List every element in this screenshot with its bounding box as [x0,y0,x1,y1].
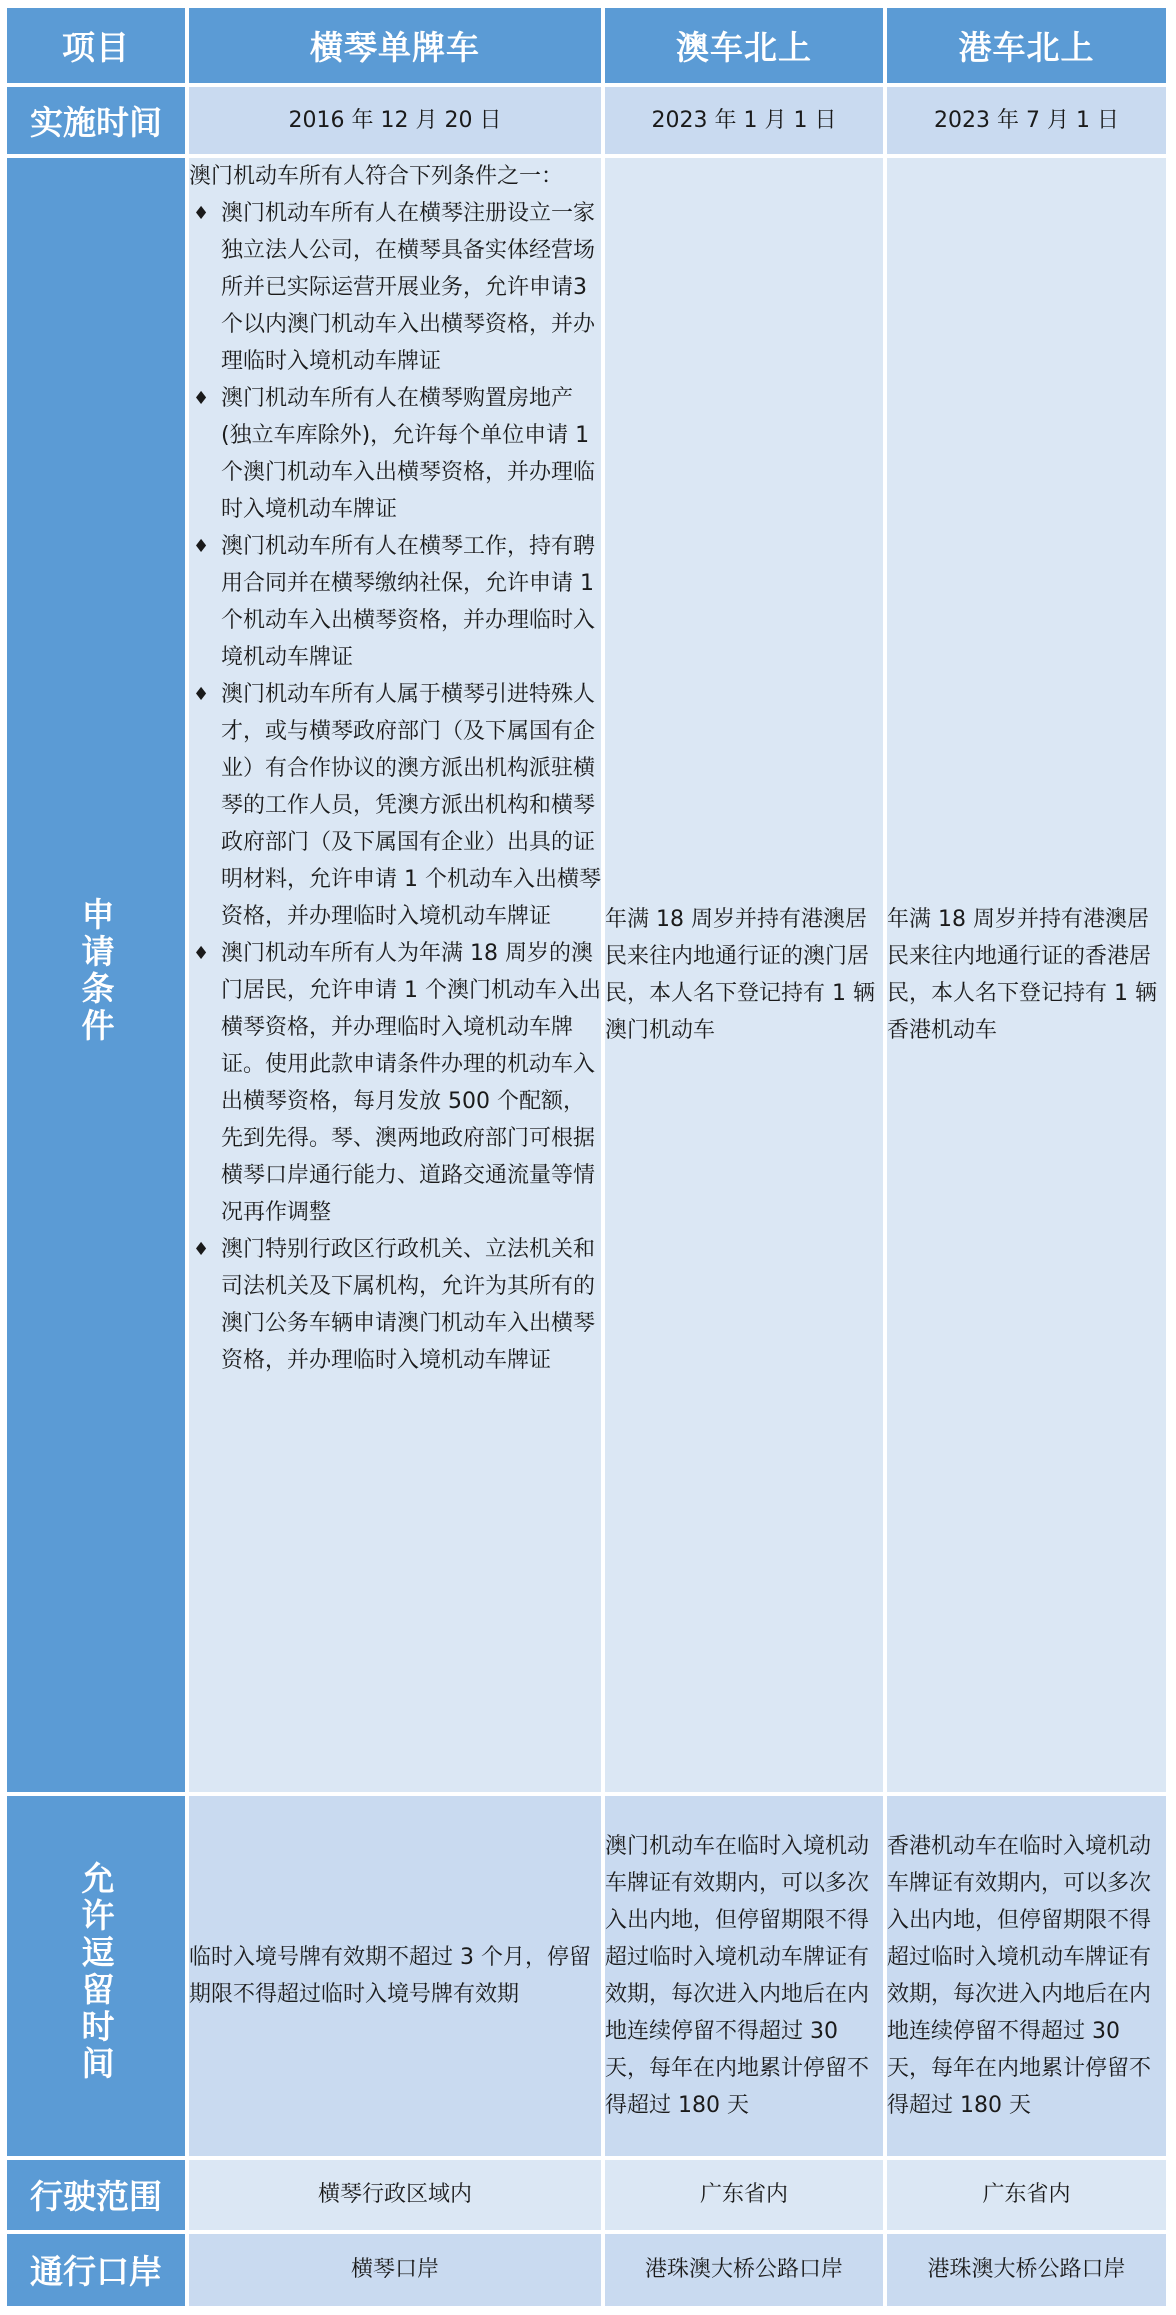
label-stay [7,1796,185,2156]
row-port [7,2234,1166,2306]
port-hengqin: 横琴口岸 [189,2234,601,2306]
bullet-icon: ♦ [193,203,210,225]
bullet-icon: ♦ [193,684,210,706]
list-item: ♦ 澳门机动车所有人属于横琴引进特殊人才，或与横琴政府部门（及下属国有企业）有合作协议的澳方派出机构派驻横琴的工作人员，凭澳方派出机构和横琴政府部门（及下属国有企业）出具的证明材料，允许申请 1 个机动车入出横琴资格，并办理临时入境机动车牌证 [189,676,601,935]
port-macau-north: 港珠澳大桥公路口岸 [605,2234,883,2306]
row-range [7,2160,1166,2230]
row-implement [7,87,1166,154]
range-hengqin: 横琴行政区域内 [189,2160,601,2230]
label-port: 通行口岸 [7,2234,185,2306]
row-conditions [7,158,1166,1792]
port-hk-north: 港珠澳大桥公路口岸 [887,2234,1166,2306]
range-hk-north: 广东省内 [887,2160,1166,2230]
list-item: ♦ 澳门机动车所有人在横琴工作，持有聘用合同并在横琴缴纳社保，允许申请 1 个机动车入出横琴资格，并办理临时入境机动车牌证 [189,528,601,676]
conditions-intro: 澳门机动车所有人符合下列条件之一： [189,164,564,190]
header-hk-north: 港车北上 [887,8,1166,83]
row-stay [7,1796,1166,2156]
implement-hengqin: 2016 年 12 月 20 日 [189,87,601,154]
conditions-hk-north: 年满 18 周岁并持有港澳居民来往内地通行证的香港居民，本人名下登记持有 1 辆香港机动车 [887,158,1166,1792]
header-row [7,8,1166,83]
stay-macau-north: 澳门机动车在临时入境机动车牌证有效期内，可以多次入出内地，但停留期限不得超过临时入境机动车牌证有效期，每次进入内地后在内地连续停留不得超过 30 天，每年在内地累计停留不得超过 180 天 [605,1796,883,2156]
label-range: 行驶范围 [7,2160,185,2230]
conditions-hengqin [189,158,601,1792]
implement-hk-north: 2023 年 7 月 1 日 [887,87,1166,154]
bullet-icon: ♦ [193,943,210,965]
label-implement: 实施时间 [7,87,185,154]
label-stay-text: 允许逗留时间 [76,1860,116,2083]
range-macau-north: 广东省内 [605,2160,883,2230]
header-item: 项目 [7,8,185,83]
header-hengqin: 横琴单牌车 [189,8,601,83]
bullet-icon: ♦ [193,388,210,410]
stay-hengqin: 临时入境号牌有效期不超过 3 个月，停留期限不得超过临时入境号牌有效期 [189,1796,601,2156]
list-item: ♦ 澳门机动车所有人在横琴注册设立一家独立法人公司，在横琴具备实体经营场所并已实际运营开展业务，允许申请3个以内澳门机动车入出横琴资格，并办理临时入境机动车牌证 [189,195,601,380]
list-item: ♦ 澳门机动车所有人为年满 18 周岁的澳门居民，允许申请 1 个澳门机动车入出横琴资格，并办理临时入境机动车牌证。使用此款申请条件办理的机动车入出横琴资格，每月发放 500 个配额，先到先得。琴、澳两地政府部门可根据横琴口岸通行能力、道路交通流量等情况再作调整 [189,935,601,1231]
bullet-icon: ♦ [193,1239,210,1261]
comparison-table [3,4,1170,2310]
label-conditions-text: 申请条件 [76,897,116,1046]
header-macau-north: 澳车北上 [605,8,883,83]
conditions-list [189,195,601,1379]
list-item: ♦ 澳门机动车所有人在横琴购置房地产(独立车库除外)，允许每个单位申请 1 个澳门机动车入出横琴资格，并办理临时入境机动车牌证 [189,380,601,528]
label-conditions [7,158,185,1792]
stay-hk-north: 香港机动车在临时入境机动车牌证有效期内，可以多次入出内地，但停留期限不得超过临时入境机动车牌证有效期，每次进入内地后在内地连续停留不得超过 30 天，每年在内地累计停留不得超过 180 天 [887,1796,1166,2156]
conditions-macau-north: 年满 18 周岁并持有港澳居民来往内地通行证的澳门居民，本人名下登记持有 1 辆澳门机动车 [605,158,883,1792]
implement-macau-north: 2023 年 1 月 1 日 [605,87,883,154]
bullet-icon: ♦ [193,536,210,558]
list-item: ♦ 澳门特别行政区行政机关、立法机关和司法机关及下属机构，允许为其所有的澳门公务车辆申请澳门机动车入出横琴资格，并办理临时入境机动车牌证 [189,1231,601,1379]
